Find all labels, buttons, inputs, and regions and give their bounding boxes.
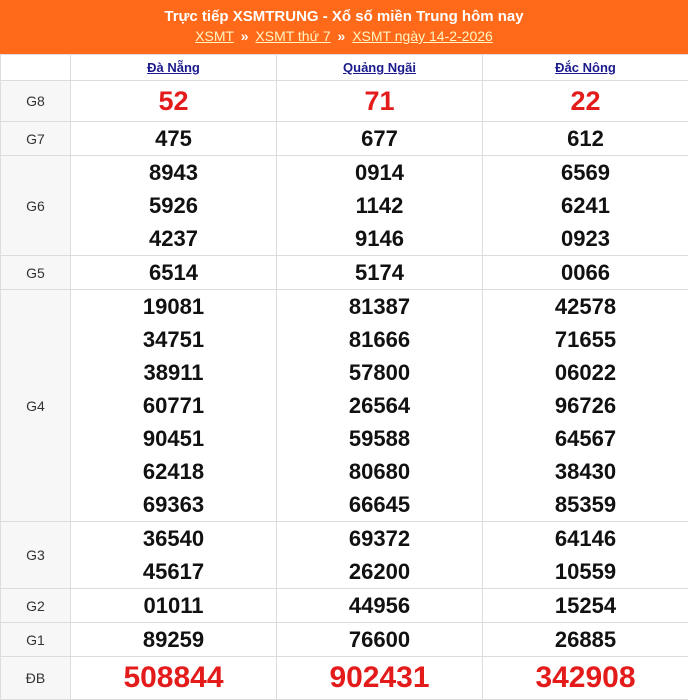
result-number: 71655 — [483, 323, 688, 356]
result-number: 4237 — [71, 222, 276, 255]
result-cell — [277, 623, 483, 657]
prize-row — [1, 81, 688, 122]
result-cell — [277, 657, 483, 700]
breadcrumb-separator: » — [335, 28, 349, 44]
prize-row — [1, 623, 688, 657]
breadcrumb-xsmt-date[interactable]: XSMT ngày 14-2-2026 — [352, 28, 493, 44]
result-cell — [483, 623, 688, 657]
result-number: 9146 — [277, 222, 482, 255]
prize-row — [1, 156, 688, 256]
result-cell — [71, 290, 277, 522]
result-cell — [277, 156, 483, 256]
result-cell — [277, 256, 483, 290]
result-number: 34751 — [71, 323, 276, 356]
result-cell — [71, 623, 277, 657]
prize-row — [1, 290, 688, 522]
result-number: 36540 — [71, 522, 276, 555]
result-number: 42578 — [483, 290, 688, 323]
result-number: 69372 — [277, 522, 482, 555]
prize-label: G7 — [1, 122, 71, 156]
prize-row — [1, 589, 688, 623]
province-link[interactable]: Đắc Nông — [555, 60, 616, 75]
result-number: 0066 — [483, 256, 688, 289]
result-number: 5174 — [277, 256, 482, 289]
result-number: 64146 — [483, 522, 688, 555]
table-header-row — [1, 55, 688, 81]
result-cell — [71, 122, 277, 156]
result-cell — [71, 81, 277, 122]
page-header — [0, 0, 688, 54]
result-number: 57800 — [277, 356, 482, 389]
result-cell — [71, 256, 277, 290]
result-number: 342908 — [483, 657, 688, 699]
result-cell — [71, 657, 277, 700]
prize-label: G5 — [1, 256, 71, 290]
result-number: 52 — [71, 81, 276, 121]
prize-row — [1, 256, 688, 290]
breadcrumb-xsmt-thu7[interactable]: XSMT thứ 7 — [255, 28, 330, 44]
prize-label: G2 — [1, 589, 71, 623]
breadcrumb-separator: » — [238, 28, 252, 44]
result-number: 508844 — [71, 657, 276, 699]
result-number: 38430 — [483, 455, 688, 488]
result-number: 60771 — [71, 389, 276, 422]
result-number: 0914 — [277, 156, 482, 189]
result-cell — [71, 589, 277, 623]
result-number: 15254 — [483, 589, 688, 622]
result-cell — [277, 122, 483, 156]
prize-row — [1, 522, 688, 589]
result-number: 89259 — [71, 623, 276, 656]
prize-label: G3 — [1, 522, 71, 589]
prize-row — [1, 122, 688, 156]
result-cell — [483, 522, 688, 589]
result-cell — [483, 81, 688, 122]
result-number: 38911 — [71, 356, 276, 389]
result-cell — [483, 589, 688, 623]
result-number: 76600 — [277, 623, 482, 656]
result-cell — [71, 522, 277, 589]
result-number: 81387 — [277, 290, 482, 323]
result-number: 59588 — [277, 422, 482, 455]
result-number: 26564 — [277, 389, 482, 422]
prize-label: ĐB — [1, 657, 71, 700]
province-header — [483, 55, 688, 81]
result-number: 80680 — [277, 455, 482, 488]
result-number: 81666 — [277, 323, 482, 356]
result-number: 6241 — [483, 189, 688, 222]
breadcrumb-xsmt[interactable]: XSMT — [195, 28, 234, 44]
result-number: 64567 — [483, 422, 688, 455]
result-cell — [483, 122, 688, 156]
prize-column-header — [1, 55, 71, 81]
result-cell — [483, 657, 688, 700]
result-number: 612 — [483, 122, 688, 155]
result-number: 8943 — [71, 156, 276, 189]
result-number: 71 — [277, 81, 482, 121]
result-number: 45617 — [71, 555, 276, 588]
result-number: 22 — [483, 81, 688, 121]
result-number: 90451 — [71, 422, 276, 455]
prize-label: G1 — [1, 623, 71, 657]
result-number: 96726 — [483, 389, 688, 422]
result-cell — [277, 290, 483, 522]
result-cell — [483, 290, 688, 522]
breadcrumb — [0, 28, 688, 45]
result-number: 10559 — [483, 555, 688, 588]
prize-label: G4 — [1, 290, 71, 522]
result-number: 677 — [277, 122, 482, 155]
result-number: 69363 — [71, 488, 276, 521]
result-number: 19081 — [71, 290, 276, 323]
result-number: 6569 — [483, 156, 688, 189]
result-cell — [277, 589, 483, 623]
province-header — [71, 55, 277, 81]
province-header — [277, 55, 483, 81]
prize-label: G8 — [1, 81, 71, 122]
result-number: 475 — [71, 122, 276, 155]
result-number: 0923 — [483, 222, 688, 255]
result-number: 66645 — [277, 488, 482, 521]
result-number: 06022 — [483, 356, 688, 389]
result-number: 5926 — [71, 189, 276, 222]
result-number: 26885 — [483, 623, 688, 656]
results-table — [0, 54, 688, 700]
province-link[interactable]: Quảng Ngãi — [343, 60, 416, 75]
prize-label: G6 — [1, 156, 71, 256]
result-number: 26200 — [277, 555, 482, 588]
result-number: 01011 — [71, 589, 276, 622]
result-cell — [277, 522, 483, 589]
result-cell — [277, 81, 483, 122]
prize-row — [1, 657, 688, 700]
province-link[interactable]: Đà Nẵng — [147, 60, 200, 75]
result-cell — [483, 156, 688, 256]
result-number: 85359 — [483, 488, 688, 521]
result-number: 1142 — [277, 189, 482, 222]
result-cell — [71, 156, 277, 256]
result-cell — [483, 256, 688, 290]
page-title: Trực tiếp XSMTRUNG - Xổ số miền Trung hôm nay — [0, 0, 688, 26]
result-number: 44956 — [277, 589, 482, 622]
result-number: 902431 — [277, 657, 482, 699]
result-number: 62418 — [71, 455, 276, 488]
result-number: 6514 — [71, 256, 276, 289]
